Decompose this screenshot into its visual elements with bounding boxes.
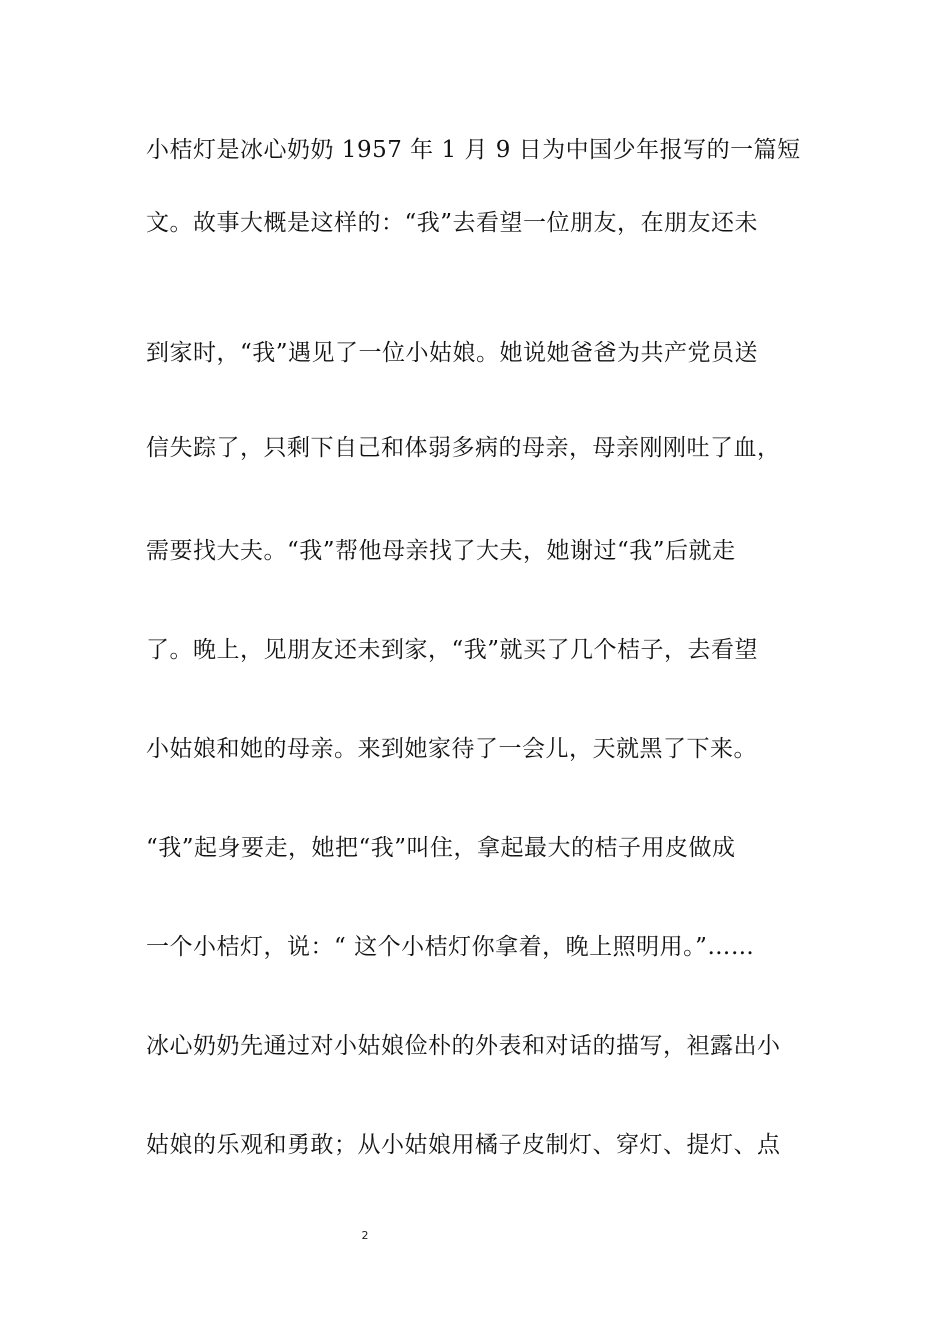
page-number: 2 [361, 1229, 369, 1242]
text-line-8: “我”起身要走，她把“我”叫住，拿起最大的桔子用皮做成 [146, 835, 736, 861]
text-line-5: 需要找大夫。“我”帮他母亲找了大夫，她谢过“我”后就走 [146, 538, 736, 564]
text-line-11: 姑娘的乐观和勇敢；从小姑娘用橘子皮制灯、穿灯、提灯、点 [146, 1132, 781, 1158]
text-line-7: 小姑娘和她的母亲。来到她家待了一会儿，天就黑了下来。 [146, 736, 757, 762]
text-line-4: 信失踪了，只剩下自己和体弱多病的母亲，母亲刚刚吐了血， [146, 435, 781, 461]
text-line-10: 冰心奶奶先通过对小姑娘俭朴的外表和对话的描写，袒露出小 [146, 1033, 781, 1059]
text-line-1: 小桔灯是冰心奶奶 1957 年 1 月 9 日为中国少年报写的一篇短 [146, 137, 801, 163]
text-line-9: 一个小桔灯，说：“ 这个小桔灯你拿着，晚上照明用。”…… [146, 934, 755, 960]
text-line-3: 到家时，“我”遇见了一位小姑娘。她说她爸爸为共产党员送 [146, 340, 759, 366]
text-line-2: 文。故事大概是这样的：“我”去看望一位朋友，在朋友还未 [146, 210, 759, 236]
text-line-6: 了。晚上，见朋友还未到家，“我”就买了几个桔子，去看望 [146, 637, 759, 663]
